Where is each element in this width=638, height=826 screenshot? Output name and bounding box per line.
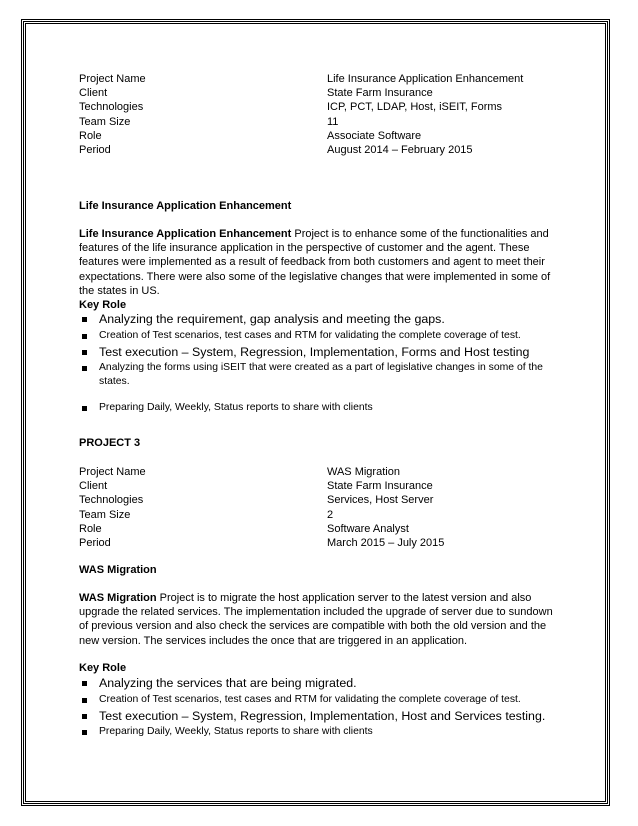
detail-key: Technologies [79, 101, 144, 114]
detail-key: Client [79, 87, 108, 100]
detail-value: Life Insurance Application Enhancement [327, 73, 524, 85]
list-item-text: Creation of Test scenarios, test cases and RTM for validating the complete coverage of test. [99, 693, 521, 705]
bullet-icon [82, 334, 87, 339]
list-item-text: Analyzing the forms using iSEIT that were created as a part of legislative changes in some of the states. [99, 362, 543, 388]
detail-row [79, 100, 559, 114]
project3-description-text: Project is to migrate the host application server to the latest version and also upgrade the related services. The implementation included the upgrade of server due to sundown of previous version and also check the services are compatible with both the old version and the new version. The services includes the once that are triggered in an application. [79, 592, 553, 647]
bullet-icon [82, 406, 87, 411]
project3-role-list [79, 675, 559, 739]
list-item-text: Preparing Daily, Weekly, Status reports to share with clients [99, 402, 373, 414]
project3-description-lead: WAS Migration [79, 592, 157, 604]
detail-row [79, 129, 559, 143]
detail-row [79, 493, 559, 507]
list-item-text: Analyzing the services that are being migrated. [99, 676, 357, 690]
list-item-text: Creation of Test scenarios, test cases and RTM for validating the complete coverage of test. [99, 329, 521, 341]
project3-heading: WAS Migration [79, 564, 157, 576]
detail-value: March 2015 – July 2015 [327, 536, 445, 549]
detail-value: State Farm Insurance [327, 480, 433, 493]
project3-key-role-heading: Key Role [79, 662, 127, 674]
detail-row [79, 86, 559, 100]
project2-description-lead: Life Insurance Application Enhancement [79, 228, 292, 240]
list-item [79, 725, 559, 739]
list-item [79, 401, 559, 415]
detail-key: Role [79, 522, 102, 535]
detail-value: Software Analyst [327, 522, 409, 535]
bullet-icon [82, 350, 87, 355]
detail-value: 11 [327, 115, 339, 128]
detail-key: Team Size [79, 508, 131, 521]
bullet-icon [82, 366, 87, 371]
detail-key: Team Size [79, 115, 131, 128]
list-item [79, 361, 559, 389]
detail-row [79, 143, 559, 157]
project3-details-table [79, 465, 559, 550]
detail-row [79, 508, 559, 522]
detail-key: Period [79, 143, 111, 156]
detail-row [79, 72, 559, 86]
list-item [79, 708, 559, 725]
detail-key: Project Name [79, 73, 146, 85]
list-item [79, 329, 559, 343]
bullet-icon [82, 730, 87, 735]
detail-value: State Farm Insurance [327, 87, 433, 100]
detail-row [79, 479, 559, 493]
project2-description [79, 227, 559, 298]
detail-value: ICP, PCT, LDAP, Host, iSEIT, Forms [327, 101, 503, 114]
project2-details-table [79, 72, 559, 157]
detail-value: 2 [327, 508, 334, 521]
detail-value: Services, Host Server [327, 494, 434, 507]
detail-key: Project Name [79, 466, 146, 478]
bullet-icon [82, 714, 87, 719]
detail-value: WAS Migration [327, 466, 400, 478]
project2-description-text: Project is to enhance some of the functionalities and features of the life insurance application in the perspective of customer and the agent. These features were implemented as a result of feedback from both customers and agent to meet their expectations. There were also some of the legislative changes that were implemented in some of the states in US. [79, 228, 551, 297]
bullet-icon [82, 698, 87, 703]
project2-key-role-heading: Key Role [79, 299, 127, 311]
bullet-icon [82, 681, 87, 686]
detail-key: Technologies [79, 494, 144, 507]
list-item-text: Test execution – System, Regression, Implementation, Host and Services testing. [99, 708, 546, 723]
bullet-icon [82, 317, 87, 322]
detail-value: Associate Software [327, 129, 422, 142]
detail-row [79, 465, 559, 479]
list-item [79, 344, 559, 361]
detail-key: Role [79, 129, 102, 142]
detail-row [79, 536, 559, 550]
detail-value: August 2014 – February 2015 [327, 143, 473, 156]
detail-row [79, 522, 559, 536]
detail-key: Period [79, 536, 111, 549]
list-item-text: Preparing Daily, Weekly, Status reports to share with clients [99, 726, 373, 738]
detail-key: Client [79, 480, 108, 493]
detail-row [79, 115, 559, 129]
list-item [79, 311, 559, 328]
project3-description [79, 591, 559, 648]
list-item [79, 693, 559, 707]
project2-heading: Life Insurance Application Enhancement [79, 200, 292, 212]
list-item-text: Test execution – System, Regression, Implementation, Forms and Host testing [99, 344, 530, 359]
project3-title: PROJECT 3 [79, 437, 141, 449]
project2-role-list [79, 311, 559, 415]
list-item-text: Analyzing the requirement, gap analysis and meeting the gaps. [99, 312, 445, 326]
list-item [79, 675, 559, 692]
